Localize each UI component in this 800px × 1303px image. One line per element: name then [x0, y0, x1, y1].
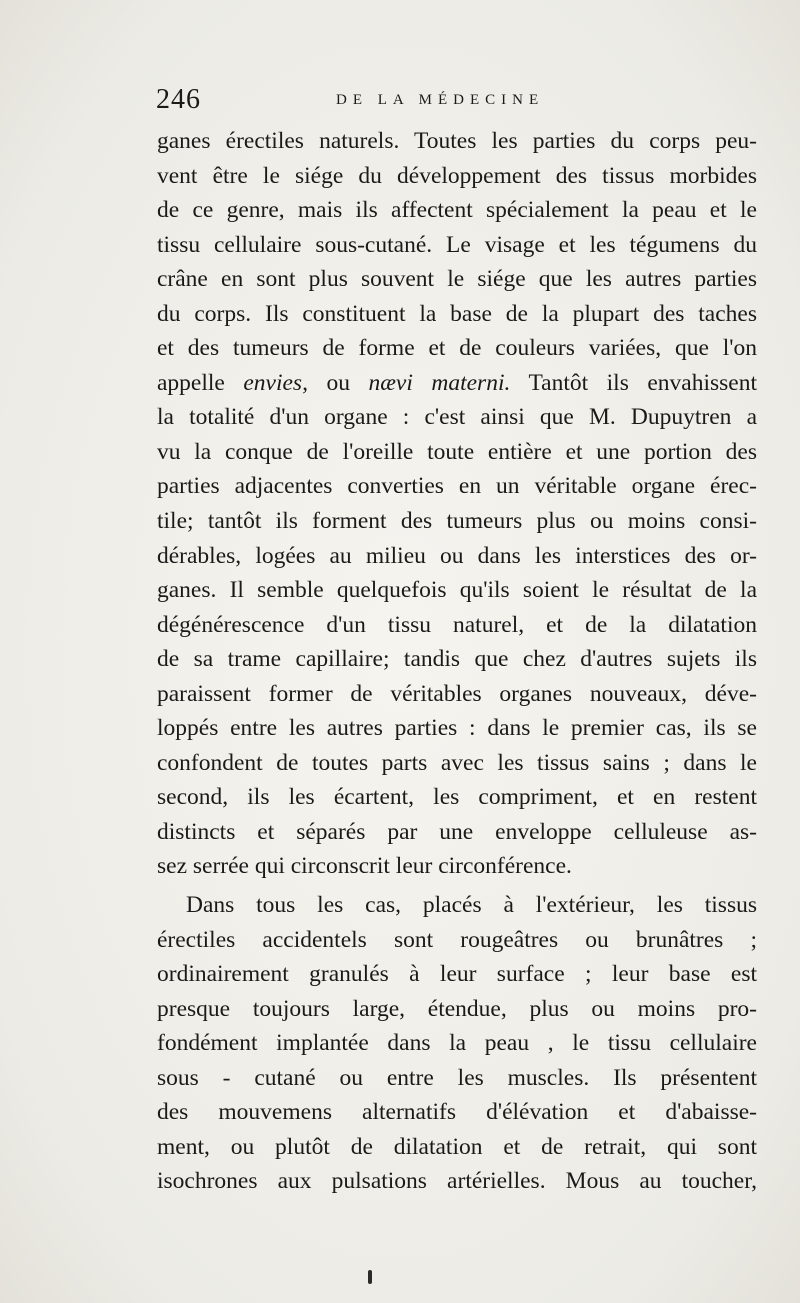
text-run: Tantôt ils envahissent	[510, 369, 758, 396]
paragraph-1	[157, 124, 757, 884]
text-line: Dans tous les cas, placés à l'extérieur, les tissus	[186, 892, 757, 919]
text-line: de ce genre, mais ils affectent spécialement la peau et le	[157, 197, 757, 224]
text-line: vu la conque de l'oreille toute entière et une portion des	[157, 438, 757, 465]
text-run: appelle	[157, 369, 244, 396]
text-line: parties adjacentes converties en un véritable organe érec-	[157, 473, 757, 500]
text-line: second, ils les écartent, les compriment, et en restent	[157, 784, 757, 811]
page-number: 246	[156, 84, 201, 115]
text-line: sous - cutané ou entre les muscles. Ils présentent	[157, 1064, 757, 1091]
running-title: DE LA MÉDECINE	[336, 92, 545, 108]
text-line: tile; tantôt ils forment des tumeurs plus ou moins consi-	[157, 508, 757, 535]
text-run: ou	[326, 369, 369, 396]
page-header	[156, 84, 756, 124]
text-line: confondent de toutes parts avec les tissus sains ; dans le	[157, 749, 757, 776]
text-line: dégénérescence d'un tissu naturel, et de la dilatation	[157, 611, 757, 638]
printer-mark	[368, 1270, 372, 1284]
text-line: la totalité d'un organe : c'est ainsi que M. Dupuytren a	[157, 404, 757, 431]
text-line: vent être le siége du développement des tissus morbides	[157, 162, 757, 189]
text-line: isochrones aux pulsations artérielles. Mous au toucher,	[157, 1168, 757, 1195]
text-line: crâne en sont plus souvent le siége que les autres parties	[157, 266, 757, 293]
text-line: loppés entre les autres parties : dans le premier cas, ils se	[157, 715, 757, 742]
text-line	[157, 366, 757, 401]
paragraph-2	[157, 888, 757, 1199]
text-line: distincts et séparés par une enveloppe celluleuse as-	[157, 818, 757, 845]
text-line: des mouvemens alternatifs d'élévation et d'abaisse-	[157, 1099, 757, 1126]
text-line: paraissent former de véritables organes nouveaux, déve-	[157, 680, 757, 707]
italic-term: nævi materni.	[368, 369, 511, 396]
text-line: érectiles accidentels sont rougeâtres ou brunâtres ;	[157, 926, 757, 953]
text-line: ganes érectiles naturels. Toutes les parties du corps peu-	[157, 128, 757, 154]
text-line: et des tumeurs de forme et de couleurs variées, que l'on	[157, 335, 757, 362]
text-line: ordinairement granulés à leur surface ; leur base est	[157, 961, 757, 988]
text-line: de sa trame capillaire; tandis que chez d'autres sujets ils	[157, 646, 757, 673]
text-line: ganes. Il semble quelquefois qu'ils soient le résultat de la	[157, 577, 757, 604]
text-line: ment, ou plutôt de dilatation et de retrait, qui sont	[157, 1133, 757, 1160]
text-line: dérables, logées au milieu ou dans les interstices des or-	[157, 542, 757, 569]
italic-term: envies,	[243, 369, 327, 396]
body-text	[157, 124, 757, 1199]
text-line: sez serrée qui circonscrit leur circonférence.	[157, 853, 572, 880]
text-line: fondément implantée dans la peau , le tissu cellulaire	[157, 1030, 757, 1057]
text-line: tissu cellulaire sous-cutané. Le visage et les tégumens du	[157, 231, 757, 258]
text-line: du corps. Ils constituent la base de la plupart des taches	[157, 300, 757, 327]
text-line: presque toujours large, étendue, plus ou moins pro-	[157, 995, 757, 1022]
